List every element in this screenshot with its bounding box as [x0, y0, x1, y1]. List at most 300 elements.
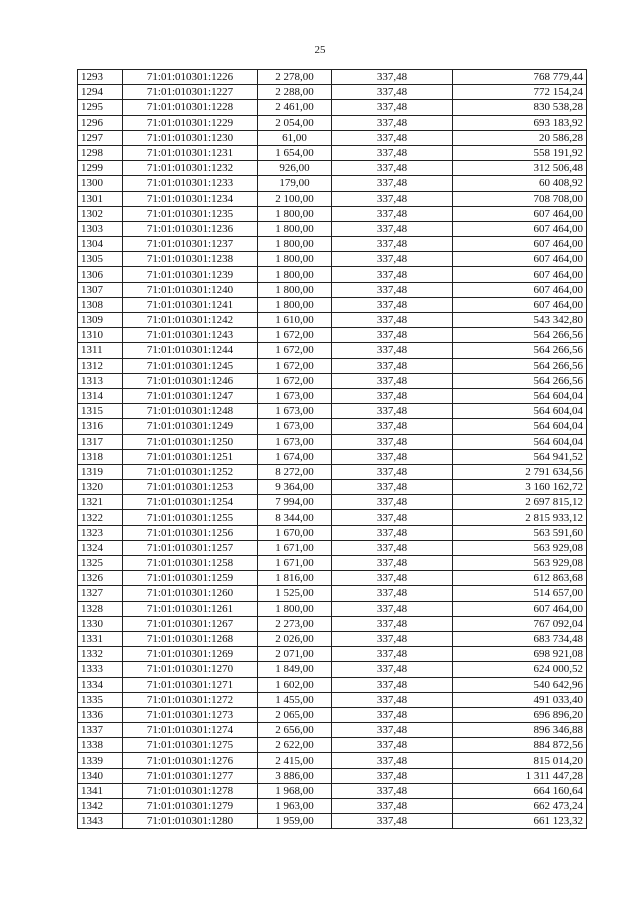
area-cell: 7 994,00: [258, 495, 332, 510]
value-cell: 607 464,00: [453, 206, 587, 221]
row-number-cell: 1306: [78, 267, 123, 282]
page-number: 25: [314, 44, 326, 56]
rate-cell: 337,48: [332, 115, 453, 130]
table-row: [78, 282, 587, 297]
value-cell: 768 779,44: [453, 70, 587, 85]
value-cell: 661 123,32: [453, 814, 587, 829]
value-cell: 312 506,48: [453, 161, 587, 176]
row-number-cell: 1319: [78, 464, 123, 479]
area-cell: 1 800,00: [258, 297, 332, 312]
value-cell: 564 941,52: [453, 449, 587, 464]
cadastral-number-cell: 71:01:010301:1257: [123, 540, 258, 555]
value-cell: 60 408,92: [453, 176, 587, 191]
row-number-cell: 1327: [78, 586, 123, 601]
cadastral-number-cell: 71:01:010301:1252: [123, 464, 258, 479]
row-number-cell: 1307: [78, 282, 123, 297]
area-cell: 926,00: [258, 161, 332, 176]
area-cell: 1 673,00: [258, 404, 332, 419]
value-cell: 563 929,08: [453, 540, 587, 555]
value-cell: 558 191,92: [453, 145, 587, 160]
value-cell: 624 000,52: [453, 662, 587, 677]
row-number-cell: 1339: [78, 753, 123, 768]
cadastral-number-cell: 71:01:010301:1227: [123, 85, 258, 100]
table-row: [78, 358, 587, 373]
row-number-cell: 1312: [78, 358, 123, 373]
area-cell: 1 816,00: [258, 571, 332, 586]
rate-cell: 337,48: [332, 556, 453, 571]
row-number-cell: 1294: [78, 85, 123, 100]
area-cell: 1 673,00: [258, 434, 332, 449]
area-cell: 8 272,00: [258, 464, 332, 479]
row-number-cell: 1336: [78, 707, 123, 722]
rate-cell: 337,48: [332, 586, 453, 601]
table-body: [78, 70, 587, 829]
cadastral-number-cell: 71:01:010301:1277: [123, 768, 258, 783]
area-cell: 2 273,00: [258, 616, 332, 631]
rate-cell: 337,48: [332, 692, 453, 707]
rate-cell: 337,48: [332, 814, 453, 829]
row-number-cell: 1331: [78, 631, 123, 646]
row-number-cell: 1321: [78, 495, 123, 510]
row-number-cell: 1326: [78, 571, 123, 586]
rate-cell: 337,48: [332, 799, 453, 814]
rate-cell: 337,48: [332, 404, 453, 419]
area-cell: 1 455,00: [258, 692, 332, 707]
value-cell: 896 346,88: [453, 723, 587, 738]
row-number-cell: 1317: [78, 434, 123, 449]
value-cell: 693 183,92: [453, 115, 587, 130]
cadastral-number-cell: 71:01:010301:1260: [123, 586, 258, 601]
row-number-cell: 1318: [78, 449, 123, 464]
value-cell: 607 464,00: [453, 221, 587, 236]
area-cell: 1 800,00: [258, 221, 332, 236]
table-row: [78, 161, 587, 176]
table-row: [78, 556, 587, 571]
value-cell: 664 160,64: [453, 783, 587, 798]
value-cell: 514 657,00: [453, 586, 587, 601]
table-row: [78, 252, 587, 267]
table-row: [78, 206, 587, 221]
value-cell: 20 586,28: [453, 130, 587, 145]
value-cell: 607 464,00: [453, 601, 587, 616]
rate-cell: 337,48: [332, 434, 453, 449]
rate-cell: 337,48: [332, 464, 453, 479]
cadastral-number-cell: 71:01:010301:1239: [123, 267, 258, 282]
table-row: [78, 267, 587, 282]
area-cell: 1 800,00: [258, 252, 332, 267]
row-number-cell: 1302: [78, 206, 123, 221]
value-cell: 607 464,00: [453, 252, 587, 267]
rate-cell: 337,48: [332, 343, 453, 358]
table-row: [78, 145, 587, 160]
table-row: [78, 176, 587, 191]
table-row: [78, 419, 587, 434]
area-cell: 1 672,00: [258, 373, 332, 388]
row-number-cell: 1320: [78, 480, 123, 495]
cadastral-number-cell: 71:01:010301:1226: [123, 70, 258, 85]
value-cell: 830 538,28: [453, 100, 587, 115]
table-row: [78, 85, 587, 100]
value-cell: 564 604,04: [453, 404, 587, 419]
cadastral-number-cell: 71:01:010301:1230: [123, 130, 258, 145]
table-row: [78, 647, 587, 662]
value-cell: 491 033,40: [453, 692, 587, 707]
rate-cell: 337,48: [332, 540, 453, 555]
row-number-cell: 1313: [78, 373, 123, 388]
area-cell: 9 364,00: [258, 480, 332, 495]
area-cell: 1 672,00: [258, 328, 332, 343]
rate-cell: 337,48: [332, 480, 453, 495]
cadastral-number-cell: 71:01:010301:1231: [123, 145, 258, 160]
table-row: [78, 388, 587, 403]
cadastral-number-cell: 71:01:010301:1237: [123, 237, 258, 252]
table-row: [78, 799, 587, 814]
rate-cell: 337,48: [332, 601, 453, 616]
table-row: [78, 343, 587, 358]
cadastral-number-cell: 71:01:010301:1240: [123, 282, 258, 297]
row-number-cell: 1310: [78, 328, 123, 343]
cadastral-number-cell: 71:01:010301:1241: [123, 297, 258, 312]
cadastral-number-cell: 71:01:010301:1270: [123, 662, 258, 677]
area-cell: 2 054,00: [258, 115, 332, 130]
value-cell: 708 708,00: [453, 191, 587, 206]
row-number-cell: 1305: [78, 252, 123, 267]
rate-cell: 337,48: [332, 130, 453, 145]
table-row: [78, 571, 587, 586]
row-number-cell: 1330: [78, 616, 123, 631]
cadastral-number-cell: 71:01:010301:1243: [123, 328, 258, 343]
area-cell: 1 800,00: [258, 206, 332, 221]
row-number-cell: 1342: [78, 799, 123, 814]
value-cell: 607 464,00: [453, 237, 587, 252]
value-cell: 564 604,04: [453, 388, 587, 403]
area-cell: 1 963,00: [258, 799, 332, 814]
cadastral-number-cell: 71:01:010301:1233: [123, 176, 258, 191]
table-row: [78, 510, 587, 525]
value-cell: 683 734,48: [453, 631, 587, 646]
row-number-cell: 1309: [78, 313, 123, 328]
table-row: [78, 495, 587, 510]
rate-cell: 337,48: [332, 358, 453, 373]
row-number-cell: 1328: [78, 601, 123, 616]
table-row: [78, 692, 587, 707]
area-cell: 1 673,00: [258, 419, 332, 434]
area-cell: 1 959,00: [258, 814, 332, 829]
row-number-cell: 1304: [78, 237, 123, 252]
row-number-cell: 1323: [78, 525, 123, 540]
table-row: [78, 404, 587, 419]
row-number-cell: 1337: [78, 723, 123, 738]
rate-cell: 337,48: [332, 753, 453, 768]
value-cell: 607 464,00: [453, 282, 587, 297]
table-row: [78, 601, 587, 616]
cadastral-number-cell: 71:01:010301:1259: [123, 571, 258, 586]
area-cell: 1 672,00: [258, 358, 332, 373]
value-cell: 607 464,00: [453, 297, 587, 312]
area-cell: 1 525,00: [258, 586, 332, 601]
rate-cell: 337,48: [332, 388, 453, 403]
cadastral-number-cell: 71:01:010301:1248: [123, 404, 258, 419]
area-cell: 1 800,00: [258, 601, 332, 616]
cadastral-number-cell: 71:01:010301:1274: [123, 723, 258, 738]
cadastral-number-cell: 71:01:010301:1244: [123, 343, 258, 358]
table-row: [78, 328, 587, 343]
area-cell: 1 968,00: [258, 783, 332, 798]
row-number-cell: 1297: [78, 130, 123, 145]
rate-cell: 337,48: [332, 510, 453, 525]
table-row: [78, 677, 587, 692]
cadastral-number-cell: 71:01:010301:1254: [123, 495, 258, 510]
value-cell: 564 266,56: [453, 373, 587, 388]
table-row: [78, 297, 587, 312]
cadastral-number-cell: 71:01:010301:1242: [123, 313, 258, 328]
table-row: [78, 130, 587, 145]
value-cell: 564 266,56: [453, 358, 587, 373]
row-number-cell: 1303: [78, 221, 123, 236]
cadastral-number-cell: 71:01:010301:1232: [123, 161, 258, 176]
row-number-cell: 1335: [78, 692, 123, 707]
value-cell: 815 014,20: [453, 753, 587, 768]
row-number-cell: 1338: [78, 738, 123, 753]
row-number-cell: 1299: [78, 161, 123, 176]
cadastral-number-cell: 71:01:010301:1247: [123, 388, 258, 403]
row-number-cell: 1325: [78, 556, 123, 571]
row-number-cell: 1295: [78, 100, 123, 115]
rate-cell: 337,48: [332, 328, 453, 343]
row-number-cell: 1343: [78, 814, 123, 829]
cadastral-number-cell: 71:01:010301:1258: [123, 556, 258, 571]
row-number-cell: 1314: [78, 388, 123, 403]
area-cell: 1 602,00: [258, 677, 332, 692]
table-row: [78, 738, 587, 753]
rate-cell: 337,48: [332, 282, 453, 297]
value-cell: 564 604,04: [453, 419, 587, 434]
value-cell: 563 591,60: [453, 525, 587, 540]
area-cell: 2 415,00: [258, 753, 332, 768]
row-number-cell: 1311: [78, 343, 123, 358]
value-cell: 767 092,04: [453, 616, 587, 631]
table-row: [78, 723, 587, 738]
rate-cell: 337,48: [332, 723, 453, 738]
cadastral-number-cell: 71:01:010301:1273: [123, 707, 258, 722]
value-cell: 563 929,08: [453, 556, 587, 571]
area-cell: 1 670,00: [258, 525, 332, 540]
rate-cell: 337,48: [332, 252, 453, 267]
area-cell: 1 673,00: [258, 388, 332, 403]
value-cell: 1 311 447,28: [453, 768, 587, 783]
row-number-cell: 1340: [78, 768, 123, 783]
value-cell: 564 266,56: [453, 343, 587, 358]
cadastral-number-cell: 71:01:010301:1246: [123, 373, 258, 388]
cadastral-number-cell: 71:01:010301:1256: [123, 525, 258, 540]
value-cell: 543 342,80: [453, 313, 587, 328]
area-cell: 61,00: [258, 130, 332, 145]
cadastral-number-cell: 71:01:010301:1253: [123, 480, 258, 495]
rate-cell: 337,48: [332, 85, 453, 100]
cadastral-number-cell: 71:01:010301:1238: [123, 252, 258, 267]
cadastral-number-cell: 71:01:010301:1250: [123, 434, 258, 449]
cadastral-number-cell: 71:01:010301:1251: [123, 449, 258, 464]
rate-cell: 337,48: [332, 449, 453, 464]
cadastral-number-cell: 71:01:010301:1228: [123, 100, 258, 115]
area-cell: 1 610,00: [258, 313, 332, 328]
area-cell: 2 071,00: [258, 647, 332, 662]
table-row: [78, 480, 587, 495]
rate-cell: 337,48: [332, 206, 453, 221]
cadastral-number-cell: 71:01:010301:1279: [123, 799, 258, 814]
value-cell: 884 872,56: [453, 738, 587, 753]
area-cell: 1 800,00: [258, 237, 332, 252]
row-number-cell: 1322: [78, 510, 123, 525]
table-row: [78, 313, 587, 328]
row-number-cell: 1324: [78, 540, 123, 555]
table-row: [78, 449, 587, 464]
table-row: [78, 525, 587, 540]
table-row: [78, 707, 587, 722]
rate-cell: 337,48: [332, 647, 453, 662]
area-cell: 2 065,00: [258, 707, 332, 722]
row-number-cell: 1301: [78, 191, 123, 206]
cadastral-number-cell: 71:01:010301:1236: [123, 221, 258, 236]
value-cell: 612 863,68: [453, 571, 587, 586]
rate-cell: 337,48: [332, 525, 453, 540]
table-row: [78, 783, 587, 798]
rate-cell: 337,48: [332, 313, 453, 328]
row-number-cell: 1333: [78, 662, 123, 677]
rate-cell: 337,48: [332, 176, 453, 191]
area-cell: 2 100,00: [258, 191, 332, 206]
row-number-cell: 1296: [78, 115, 123, 130]
rate-cell: 337,48: [332, 221, 453, 236]
row-number-cell: 1341: [78, 783, 123, 798]
value-cell: 540 642,96: [453, 677, 587, 692]
cadastral-number-cell: 71:01:010301:1267: [123, 616, 258, 631]
table-row: [78, 100, 587, 115]
value-cell: 698 921,08: [453, 647, 587, 662]
area-cell: 2 026,00: [258, 631, 332, 646]
rate-cell: 337,48: [332, 145, 453, 160]
rate-cell: 337,48: [332, 707, 453, 722]
rate-cell: 337,48: [332, 768, 453, 783]
value-cell: 607 464,00: [453, 267, 587, 282]
rate-cell: 337,48: [332, 571, 453, 586]
cadastral-number-cell: 71:01:010301:1275: [123, 738, 258, 753]
row-number-cell: 1293: [78, 70, 123, 85]
cadastral-number-cell: 71:01:010301:1255: [123, 510, 258, 525]
rate-cell: 337,48: [332, 631, 453, 646]
table-row: [78, 191, 587, 206]
value-cell: 2 791 634,56: [453, 464, 587, 479]
table-row: [78, 616, 587, 631]
area-cell: 1 849,00: [258, 662, 332, 677]
rate-cell: 337,48: [332, 191, 453, 206]
rate-cell: 337,48: [332, 70, 453, 85]
area-cell: 2 622,00: [258, 738, 332, 753]
area-cell: 1 672,00: [258, 343, 332, 358]
rate-cell: 337,48: [332, 662, 453, 677]
area-cell: 2 278,00: [258, 70, 332, 85]
cadastral-number-cell: 71:01:010301:1280: [123, 814, 258, 829]
rate-cell: 337,48: [332, 161, 453, 176]
table-row: [78, 115, 587, 130]
row-number-cell: 1315: [78, 404, 123, 419]
rate-cell: 337,48: [332, 783, 453, 798]
area-cell: 8 344,00: [258, 510, 332, 525]
row-number-cell: 1300: [78, 176, 123, 191]
table-row: [78, 814, 587, 829]
area-cell: 3 886,00: [258, 768, 332, 783]
row-number-cell: 1308: [78, 297, 123, 312]
rate-cell: 337,48: [332, 237, 453, 252]
table-row: [78, 434, 587, 449]
area-cell: 179,00: [258, 176, 332, 191]
rate-cell: 337,48: [332, 297, 453, 312]
row-number-cell: 1298: [78, 145, 123, 160]
cadastral-number-cell: 71:01:010301:1234: [123, 191, 258, 206]
cadastral-number-cell: 71:01:010301:1245: [123, 358, 258, 373]
table-row: [78, 586, 587, 601]
cadastral-number-cell: 71:01:010301:1268: [123, 631, 258, 646]
rate-cell: 337,48: [332, 373, 453, 388]
cadastral-number-cell: 71:01:010301:1276: [123, 753, 258, 768]
value-cell: 3 160 162,72: [453, 480, 587, 495]
table-row: [78, 464, 587, 479]
cadastral-number-cell: 71:01:010301:1278: [123, 783, 258, 798]
area-cell: 1 671,00: [258, 540, 332, 555]
table-row: [78, 753, 587, 768]
area-cell: 1 654,00: [258, 145, 332, 160]
value-cell: 2 815 933,12: [453, 510, 587, 525]
value-cell: 662 473,24: [453, 799, 587, 814]
land-plot-table: [77, 69, 587, 829]
row-number-cell: 1316: [78, 419, 123, 434]
cadastral-number-cell: 71:01:010301:1261: [123, 601, 258, 616]
rate-cell: 337,48: [332, 677, 453, 692]
rate-cell: 337,48: [332, 616, 453, 631]
value-cell: 2 697 815,12: [453, 495, 587, 510]
table-row: [78, 373, 587, 388]
table-row: [78, 221, 587, 236]
area-cell: 1 800,00: [258, 267, 332, 282]
rate-cell: 337,48: [332, 267, 453, 282]
table-row: [78, 768, 587, 783]
cadastral-number-cell: 71:01:010301:1269: [123, 647, 258, 662]
rate-cell: 337,48: [332, 738, 453, 753]
cadastral-number-cell: 71:01:010301:1235: [123, 206, 258, 221]
cadastral-number-cell: 71:01:010301:1271: [123, 677, 258, 692]
area-cell: 2 461,00: [258, 100, 332, 115]
table-row: [78, 631, 587, 646]
row-number-cell: 1334: [78, 677, 123, 692]
cadastral-number-cell: 71:01:010301:1249: [123, 419, 258, 434]
area-cell: 2 288,00: [258, 85, 332, 100]
rate-cell: 337,48: [332, 419, 453, 434]
row-number-cell: 1332: [78, 647, 123, 662]
table-row: [78, 70, 587, 85]
area-cell: 1 671,00: [258, 556, 332, 571]
rate-cell: 337,48: [332, 495, 453, 510]
area-cell: 1 674,00: [258, 449, 332, 464]
value-cell: 564 266,56: [453, 328, 587, 343]
table-row: [78, 237, 587, 252]
value-cell: 696 896,20: [453, 707, 587, 722]
area-cell: 2 656,00: [258, 723, 332, 738]
cadastral-number-cell: 71:01:010301:1229: [123, 115, 258, 130]
cadastral-number-cell: 71:01:010301:1272: [123, 692, 258, 707]
value-cell: 772 154,24: [453, 85, 587, 100]
table-row: [78, 540, 587, 555]
area-cell: 1 800,00: [258, 282, 332, 297]
